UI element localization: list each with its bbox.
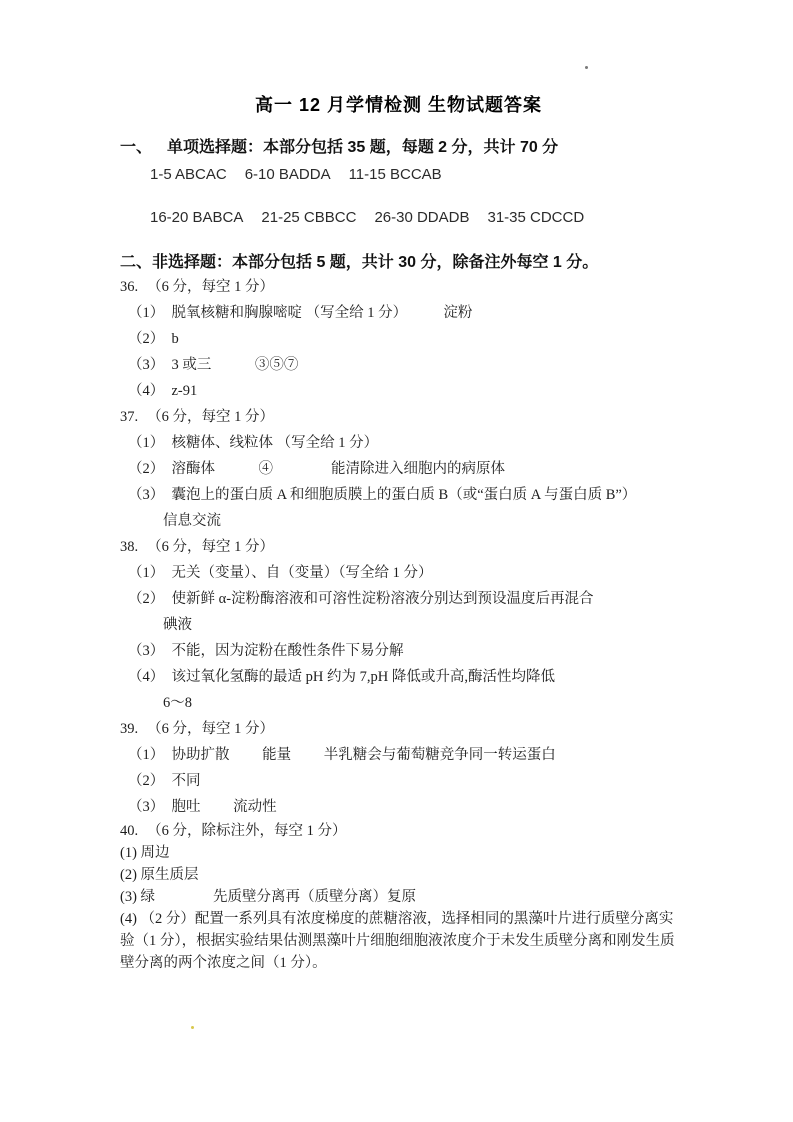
question-number: 37.: [120, 409, 139, 425]
question-header: [120, 404, 677, 430]
answer-key-group: 31-35 CDCCD: [487, 209, 585, 226]
section-one-heading-text: 单项选择题：本部分包括 35 题，每题 2 分，共计 70 分: [167, 139, 559, 156]
answer-line: （3） 囊泡上的蛋白质 A 和细胞质膜上的蛋白质 B（或“蛋白质 A 与蛋白质 B”）: [128, 487, 637, 503]
question-note: （6 分，每空 1 分）: [147, 409, 274, 425]
question-note: （6 分，每空 1 分）: [147, 721, 274, 737]
section-one-number: 一、: [120, 139, 153, 156]
question-block: [120, 716, 677, 820]
stray-dot-bottom: [191, 1026, 194, 1029]
question-block: [120, 404, 677, 534]
questions: [120, 274, 677, 974]
question-block: [120, 534, 677, 716]
answer-line: （2） 不同: [128, 773, 201, 789]
question-note: （6 分，除标注外，每空 1 分）: [147, 823, 347, 839]
answer-key-group: 1-5 ABCAC: [150, 166, 227, 183]
answer-line: （4） z-91: [128, 383, 198, 399]
answer-line: （1） 脱氧核糖和胸腺嘧啶 （写全给 1 分） 淀粉: [128, 305, 473, 321]
page-title: 高一 12 月学情检测 生物试题答案: [254, 95, 543, 115]
question-number: 39.: [120, 721, 139, 737]
document-content: [120, 94, 677, 974]
answer-rows: [120, 165, 677, 228]
answer-line: （3） 不能，因为淀粉在酸性条件下易分解: [128, 643, 404, 659]
answer-line: (4) （2 分）配置一系列具有浓度梯度的蔗糖溶液，选择相同的黑藻叶片进行质壁分离实验（1 分），根据实验结果估测黑藻叶片细胞细胞液浓度介于未发生质壁分离和刚发生质壁分离的两个浓度之间（1 分）。: [120, 911, 675, 971]
section-one-heading: [120, 137, 677, 159]
question-number: 38.: [120, 539, 139, 555]
answer-line: 6～8: [163, 695, 192, 711]
question-note: （6 分，每空 1 分）: [147, 279, 274, 295]
section-two-heading: 二、非选择题：本部分包括 5 题，共计 30 分，除备注外每空 1 分。: [120, 254, 599, 271]
answer-line: （2） 使新鲜 α-淀粉酶溶液和可溶性淀粉溶液分别达到预设温度后再混合: [128, 591, 594, 607]
answer-key-group: 26-30 DDADB: [374, 209, 470, 226]
answer-key-group: 11-15 BCCAB: [348, 166, 442, 183]
answer-line: (2) 原生质层: [120, 867, 199, 883]
answer-line: （1） 协助扩散 能量 半乳糖会与葡萄糖竞争同一转运蛋白: [128, 747, 556, 763]
answer-key-row: [120, 165, 677, 185]
answer-line: （3） 胞吐 流动性: [128, 799, 277, 815]
question-block: [120, 274, 677, 404]
question-header: [120, 274, 677, 300]
answer-line: (3) 绿 先质壁分离再（质壁分离）复原: [120, 889, 417, 905]
answer-line: （4） 该过氧化氢酶的最适 pH 约为 7,pH 降低或升高,酶活性均降低: [128, 669, 555, 685]
answer-key-row: [120, 208, 677, 228]
answer-line: （1） 核糖体、线粒体 （写全给 1 分）: [128, 435, 379, 451]
answer-line: 信息交流: [163, 513, 221, 529]
answer-key-group: 6-10 BADDA: [244, 166, 331, 183]
question-number: 36.: [120, 279, 139, 295]
stray-dot-top: [585, 66, 588, 69]
answer-line: 碘液: [163, 617, 192, 633]
answer-line: （2） b: [128, 331, 179, 347]
question-header: [120, 716, 677, 742]
question-note: （6 分，每空 1 分）: [147, 539, 274, 555]
answer-line: (1) 周边: [120, 845, 170, 861]
answer-line: （1） 无关（变量）、自（变量）（写全给 1 分）: [128, 565, 433, 581]
answer-line: （2） 溶酶体 ④ 能清除进入细胞内的病原体: [128, 461, 505, 477]
answer-key-group: 16-20 BABCA: [150, 209, 244, 226]
question-block: [120, 820, 677, 974]
question-header: [120, 820, 677, 842]
answer-key-group: 21-25 CBBCC: [261, 209, 357, 226]
question-number: 40.: [120, 823, 139, 839]
answer-line: （3） 3 或三 ③⑤⑦: [128, 357, 299, 373]
question-header: [120, 534, 677, 560]
